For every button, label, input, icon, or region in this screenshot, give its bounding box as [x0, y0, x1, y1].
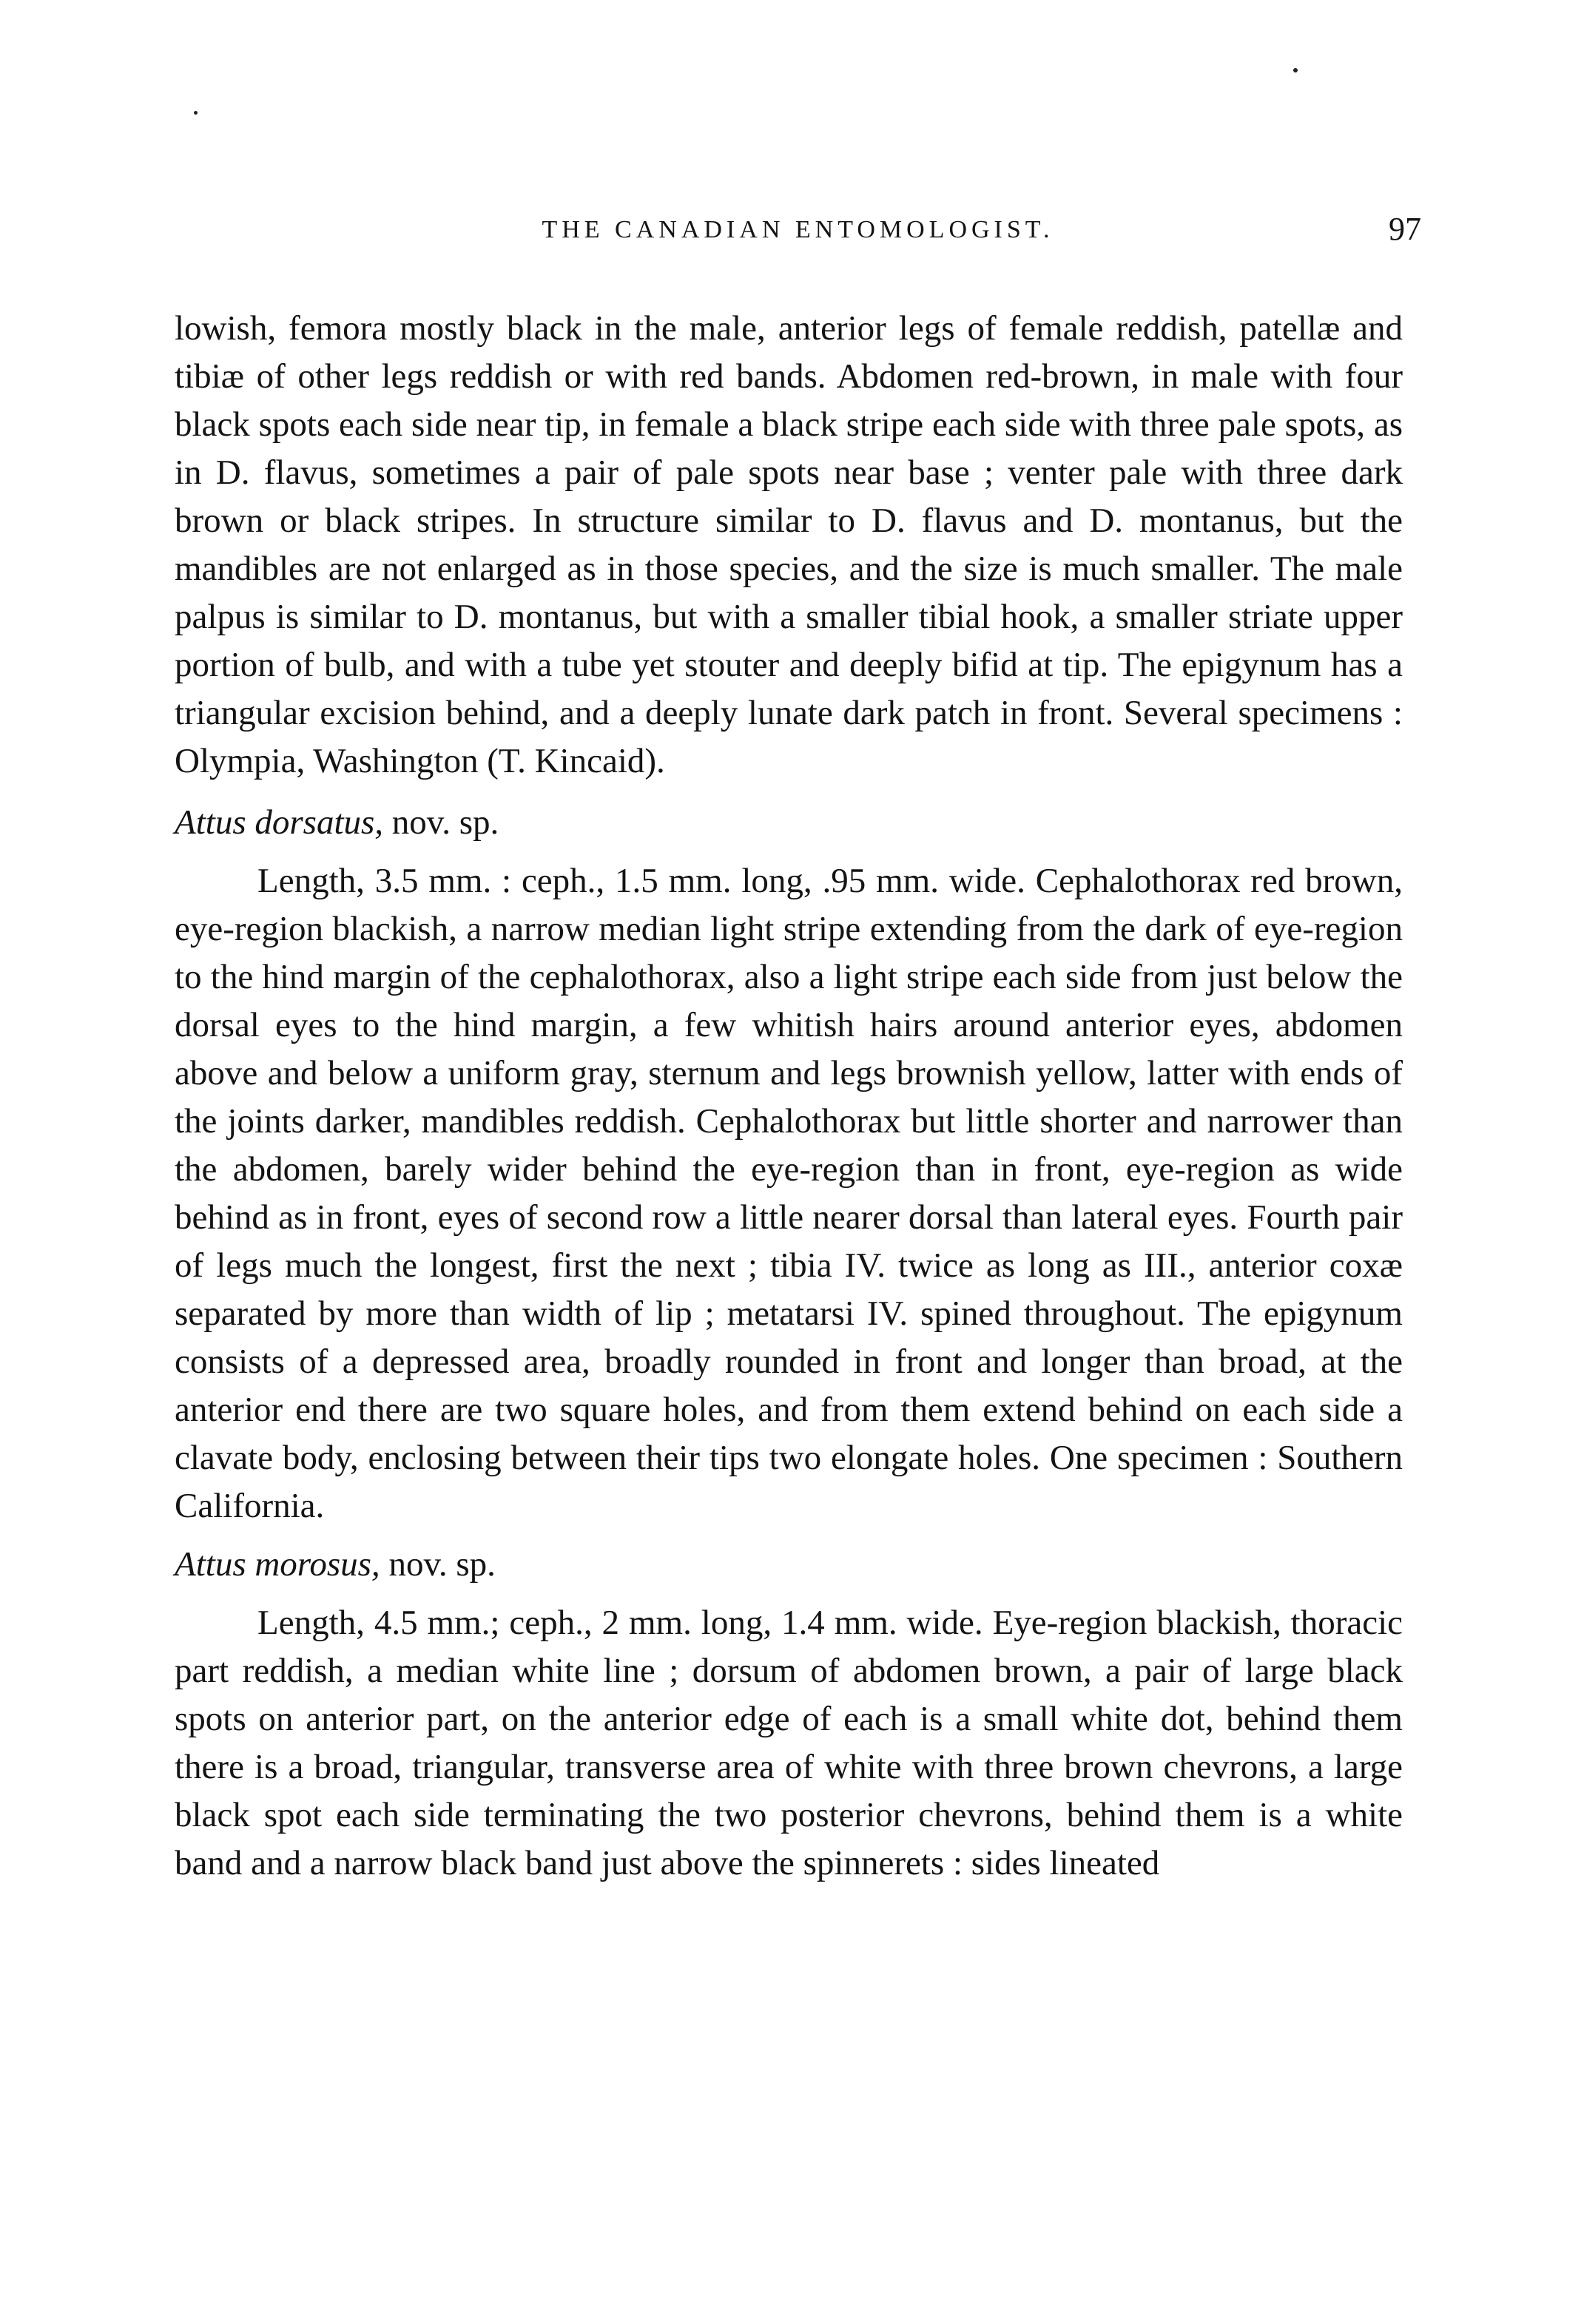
page-header: [175, 207, 1421, 251]
nov-sp-label: nov. sp.: [380, 1545, 496, 1584]
paragraph-attus-morosus: Length, 4.5 mm.; ceph., 2 mm. long, 1.4 mm. wide. Eye-region blackish, thoracic part reddish, a median white line ; dorsum of abdomen brown, a pair of large black spots on anterior part, on the anterior edge of each is a small white dot, behind them there is a broad, triangular, transverse area of white with three brown chevrons, a large black spot each side terminating the two posterior chevrons, behind them is a white band and a narrow black band just above the spinnerets : sides lineated: [175, 1604, 1403, 1882]
page-number: 97: [1389, 211, 1421, 247]
species-name: Attus morosus,: [175, 1545, 380, 1584]
nov-sp-label: nov. sp.: [383, 803, 499, 842]
species-heading-attus-morosus: [175, 1541, 1403, 1589]
body-text: [175, 305, 1403, 1888]
species-heading-attus-dorsatus: [175, 799, 1403, 847]
species-name: Attus dorsatus,: [175, 803, 384, 842]
running-title: THE CANADIAN ENTOMOLOGIST.: [542, 216, 1054, 243]
scan-speck-top-left: [194, 111, 198, 115]
paragraph-species-continuation: lowish, femora mostly black in the male, anterior legs of female reddish, patellæ and tibiæ of other legs reddish or with red bands. Abdomen red-brown, in male with four black spots each side near tip, in female a black stripe each side with three pale spots, as in D. flavus, sometimes a pair of pale spots near base ; venter pale with three dark brown or black stripes. In structure similar to D. flavus and D. montanus, but the mandibles are not enlarged as in those species, and the size is much smaller. The male palpus is similar to D. montanus, but with a smaller tibial hook, a smaller striate upper portion of bulb, and with a tube yet stouter and deeply bifid at tip. The epigynum has a triangular excision behind, and a deeply lunate dark patch in front. Several specimens : Olympia, Washington (T. Kincaid).: [175, 309, 1403, 780]
paragraph-attus-dorsatus: Length, 3.5 mm. : ceph., 1.5 mm. long, .95 mm. wide. Cephalothorax red brown, eye-region blackish, a narrow median light stripe extending from the dark of eye-region to the hind margin of the cephalothorax, also a light stripe each side from just below the dorsal eyes to the hind margin, a few whitish hairs around anterior eyes, abdomen above and below a uniform gray, sternum and legs brownish yellow, latter with ends of the joints darker, mandibles reddish. Cephalothorax but little shorter and narrower than the abdomen, barely wider behind the eye-region than in front, eye-region as wide behind as in front, eyes of second row a little nearer dorsal than lateral eyes. Fourth pair of legs much the longest, first the next ; tibia IV. twice as long as III., anterior coxæ separated by more than width of lip ; metatarsi IV. spined throughout. The epigynum consists of a depressed area, broadly rounded in front and longer than broad, at the anterior end there are two square holes, and from them extend behind on each side a clavate body, enclosing between their tips two elongate holes. One specimen : Southern California.: [175, 862, 1403, 1525]
scan-speck-top-right: [1293, 68, 1298, 72]
